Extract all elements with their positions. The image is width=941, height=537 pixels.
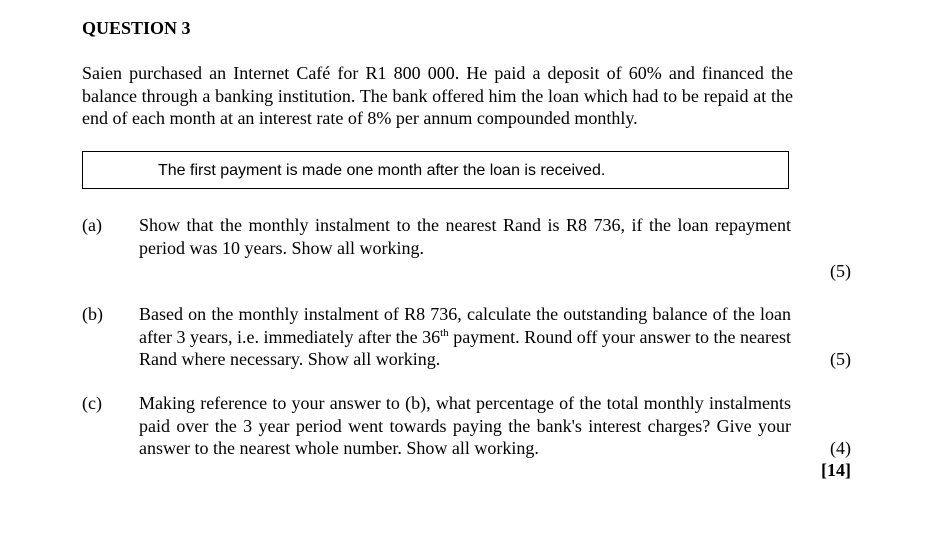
part-b-label: (b) [82, 304, 103, 324]
part-a-label: (a) [82, 215, 102, 235]
question-heading: QUESTION 3 [82, 18, 191, 38]
part-c-text: Making reference to your answer to (b), what percentage of the total monthly instalments paid over the 3 year period went towards paying the bank's interest charges? Give your answer to the nearest whole number. Show all working. [139, 393, 791, 458]
part-a-marks: (5) [830, 261, 851, 281]
part-b-superscript: th [440, 326, 449, 339]
part-b-text-before: Based on the monthly instalment of R8 736, calculate the outstanding balance of the loan after 3 years, i.e. immediately after the 36 [139, 304, 791, 347]
part-c-marks: (4) [830, 438, 851, 458]
part-b-marks: (5) [830, 349, 851, 369]
part-b-text-after: payment. Round off your answer to the nearest Rand where necessary. Show all working. [139, 326, 791, 369]
part-c-label: (c) [82, 393, 102, 413]
part-b-text [139, 303, 791, 371]
total-marks: [14] [821, 460, 851, 480]
question-intro: Saien purchased an Internet Café for R1 800 000. He paid a deposit of 60% and financed the balance through a banking institution. The bank offered him the loan which had to be repaid at the end of each month at an interest rate of 8% per annum compounded monthly. [82, 63, 793, 128]
part-a-text: Show that the monthly instalment to the nearest Rand is R8 736, if the loan repayment period was 10 years. Show all working. [139, 215, 791, 258]
note-text: The first payment is made one month after the loan is received. [158, 162, 606, 179]
note-box [82, 151, 789, 189]
